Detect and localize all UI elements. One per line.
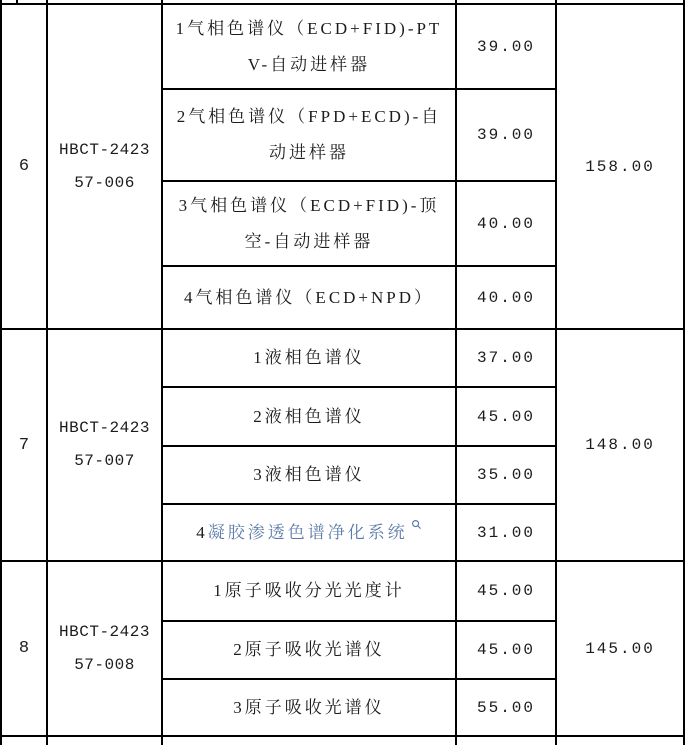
item-amount: 45.00 <box>457 562 557 622</box>
project-code <box>48 562 163 737</box>
item-amount: 35.00 <box>457 447 557 505</box>
item-name: 1气相色谱仪（ECD+FID)-PTV-自动进样器 <box>163 5 457 90</box>
item-amount: 55.00 <box>457 680 557 737</box>
item-amount: 40.00 <box>457 267 557 330</box>
project-code-line2: 57-008 <box>74 655 135 674</box>
project-code-line2: 57-007 <box>74 452 135 470</box>
row-number <box>0 562 48 737</box>
item-amount: 39.00 <box>457 90 557 182</box>
row-number <box>0 5 48 330</box>
item-name: 3液相色谱仪 <box>163 447 457 505</box>
project-code-line1: HBCT-2423 <box>59 419 150 437</box>
row-number-text: 7 <box>18 435 30 455</box>
row-number-text: 8 <box>18 639 30 658</box>
project-code <box>48 330 163 562</box>
item-amount: 31.00 <box>457 505 557 562</box>
item-name: 3气相色谱仪（ECD+FID)-顶空-自动进样器 <box>163 182 457 267</box>
partial-cell <box>163 737 457 745</box>
partial-cell <box>457 737 557 745</box>
item-name: 2原子吸收光谱仪 <box>163 622 457 680</box>
row-number-text: 6 <box>18 157 30 176</box>
item-amount: 37.00 <box>457 330 557 388</box>
group-total: 158.00 <box>557 5 685 330</box>
item-name-linked <box>163 505 457 562</box>
item-name: 2气相色谱仪（FPD+ECD)-自动进样器 <box>163 90 457 182</box>
project-code-line1: HBCT-2423 <box>59 140 150 159</box>
item-amount: 45.00 <box>457 388 557 447</box>
project-code-line2: 57-006 <box>74 173 135 192</box>
project-code <box>48 5 163 330</box>
item-name: 2液相色谱仪 <box>163 388 457 447</box>
group-total: 148.00 <box>557 330 685 562</box>
group-total: 145.00 <box>557 562 685 737</box>
item-prefix: 4 <box>196 522 208 542</box>
item-amount: 45.00 <box>457 622 557 680</box>
item-name: 3原子吸收光谱仪 <box>163 680 457 737</box>
search-icon[interactable] <box>411 519 422 530</box>
item-name: 4气相色谱仪（ECD+NPD） <box>163 267 457 330</box>
item-name: 1液相色谱仪 <box>163 330 457 388</box>
partial-cell <box>48 737 163 745</box>
item-amount: 40.00 <box>457 182 557 267</box>
row-number <box>0 330 48 562</box>
linked-item-name[interactable]: 凝胶渗透色谱净化系统 <box>207 522 408 542</box>
partial-cell <box>0 737 48 745</box>
item-amount: 39.00 <box>457 5 557 90</box>
project-code-line1: HBCT-2423 <box>59 622 150 641</box>
item-name: 1原子吸收分光光度计 <box>163 562 457 622</box>
partial-cell <box>557 737 685 745</box>
